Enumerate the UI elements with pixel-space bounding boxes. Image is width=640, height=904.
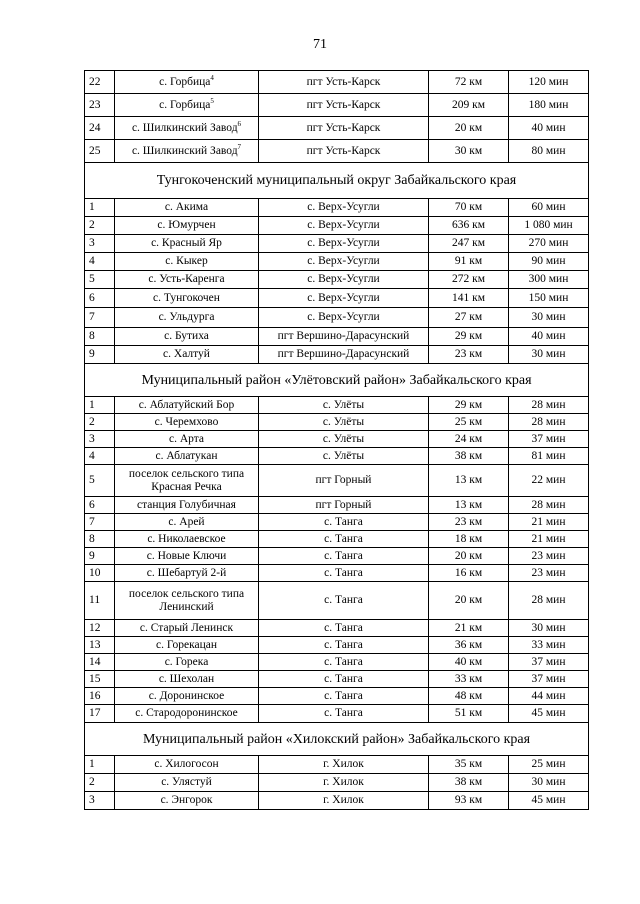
table-row <box>85 253 589 271</box>
table-row <box>85 414 589 431</box>
hub-settlement-cell: с. Танга <box>259 688 429 705</box>
table-row <box>85 71 589 94</box>
travel-time-cell: 81 мин <box>509 448 589 465</box>
hub-settlement-cell: с. Танга <box>259 620 429 637</box>
section-title: Тунгокоченский муниципальный округ Забайкальского края <box>85 163 589 199</box>
row-number-cell: 12 <box>85 620 115 637</box>
section-header-row <box>85 364 589 397</box>
row-number-cell: 2 <box>85 414 115 431</box>
row-number-cell: 5 <box>85 465 115 497</box>
settlement-cell: с. Аблатуйский Бор <box>115 397 259 414</box>
row-number-cell: 9 <box>85 346 115 364</box>
travel-time-cell: 23 мин <box>509 548 589 565</box>
settlement-cell: с. Ульдурга <box>115 308 259 328</box>
distance-cell: 20 км <box>429 117 509 140</box>
settlement-cell <box>115 94 259 117</box>
row-number-cell: 4 <box>85 448 115 465</box>
footnote-marker: 6 <box>237 119 242 128</box>
travel-time-cell: 28 мин <box>509 414 589 431</box>
row-number-cell: 25 <box>85 140 115 163</box>
hub-settlement-cell: пгт Усть-Карск <box>259 140 429 163</box>
distance-cell: 247 км <box>429 235 509 253</box>
page-number: 71 <box>313 37 327 52</box>
distance-cell: 23 км <box>429 346 509 364</box>
hub-settlement-cell: пгт Усть-Карск <box>259 94 429 117</box>
table-row <box>85 94 589 117</box>
row-number-cell: 15 <box>85 671 115 688</box>
distance-cell: 24 км <box>429 431 509 448</box>
travel-time-cell: 21 мин <box>509 514 589 531</box>
table-row <box>85 235 589 253</box>
table-row <box>85 397 589 414</box>
travel-time-cell: 28 мин <box>509 582 589 620</box>
section-title: Муниципальный район «Улётовский район» Забайкальского края <box>85 364 589 397</box>
settlement-cell: с. Энгорок <box>115 792 259 810</box>
travel-time-cell: 37 мин <box>509 431 589 448</box>
hub-settlement-cell: пгт Горный <box>259 497 429 514</box>
settlement-cell: с. Старый Ленинск <box>115 620 259 637</box>
row-number-cell: 4 <box>85 253 115 271</box>
distance-cell: 48 км <box>429 688 509 705</box>
table-row <box>85 548 589 565</box>
distance-cell: 13 км <box>429 465 509 497</box>
hub-settlement-cell: с. Улёты <box>259 431 429 448</box>
row-number-cell: 6 <box>85 289 115 308</box>
travel-time-cell: 180 мин <box>509 94 589 117</box>
hub-settlement-cell: пгт Горный <box>259 465 429 497</box>
travel-time-cell: 60 мин <box>509 199 589 217</box>
distance-cell: 23 км <box>429 514 509 531</box>
table-row <box>85 756 589 774</box>
distance-cell: 51 км <box>429 705 509 723</box>
settlement-cell: с. Юмурчен <box>115 217 259 235</box>
row-number-cell: 11 <box>85 582 115 620</box>
settlement-name: с. Шилкинский Завод <box>131 144 238 157</box>
distance-cell: 35 км <box>429 756 509 774</box>
settlement-cell: с. Стародоронинское <box>115 705 259 723</box>
travel-time-cell: 300 мин <box>509 271 589 289</box>
hub-settlement-cell: с. Танга <box>259 514 429 531</box>
hub-settlement-cell: с. Верх-Усугли <box>259 217 429 235</box>
distance-cell: 25 км <box>429 414 509 431</box>
footnote-marker: 5 <box>210 96 214 105</box>
settlement-cell: с. Акима <box>115 199 259 217</box>
row-number-cell: 17 <box>85 705 115 723</box>
distance-cell: 27 км <box>429 308 509 328</box>
hub-settlement-cell: г. Хилок <box>259 774 429 792</box>
row-number-cell: 3 <box>85 792 115 810</box>
travel-time-cell: 37 мин <box>509 654 589 671</box>
settlement-cell: с. Черемхово <box>115 414 259 431</box>
hub-settlement-cell: пгт Вершино-Дарасунский <box>259 328 429 346</box>
table-row <box>85 582 589 620</box>
hub-settlement-cell: с. Танга <box>259 637 429 654</box>
distance-cell: 29 км <box>429 328 509 346</box>
table-row <box>85 514 589 531</box>
settlement-cell <box>115 71 259 94</box>
hub-settlement-cell: г. Хилок <box>259 756 429 774</box>
travel-time-cell: 28 мин <box>509 497 589 514</box>
row-number-cell: 9 <box>85 548 115 565</box>
travel-time-cell: 45 мин <box>509 705 589 723</box>
table-row <box>85 705 589 723</box>
table-row <box>85 199 589 217</box>
hub-settlement-cell: с. Верх-Усугли <box>259 235 429 253</box>
settlement-cell: с. Горека <box>115 654 259 671</box>
travel-time-cell: 30 мин <box>509 774 589 792</box>
settlements-table <box>84 70 589 810</box>
table-row <box>85 637 589 654</box>
section-header-row <box>85 163 589 199</box>
settlement-cell: с. Хилогосон <box>115 756 259 774</box>
row-number-cell: 13 <box>85 637 115 654</box>
distance-cell: 272 км <box>429 271 509 289</box>
section-header-row <box>85 723 589 756</box>
hub-settlement-cell: с. Танга <box>259 531 429 548</box>
hub-settlement-cell: с. Верх-Усугли <box>259 308 429 328</box>
settlement-cell: с. Тунгокочен <box>115 289 259 308</box>
distance-cell: 70 км <box>429 199 509 217</box>
settlement-cell: поселок сельского типа Красная Речка <box>115 465 259 497</box>
travel-time-cell: 150 мин <box>509 289 589 308</box>
settlement-cell: с. Красный Яр <box>115 235 259 253</box>
row-number-cell: 1 <box>85 199 115 217</box>
travel-time-cell: 22 мин <box>509 465 589 497</box>
travel-time-cell: 30 мин <box>509 346 589 364</box>
settlement-cell: с. Арей <box>115 514 259 531</box>
distance-cell: 141 км <box>429 289 509 308</box>
travel-time-cell: 90 мин <box>509 253 589 271</box>
settlement-cell: поселок сельского типа Ленинский <box>115 582 259 620</box>
distance-cell: 20 км <box>429 548 509 565</box>
settlement-cell: с. Николаевское <box>115 531 259 548</box>
settlement-cell: с. Новые Ключи <box>115 548 259 565</box>
travel-time-cell: 40 мин <box>509 117 589 140</box>
row-number-cell: 6 <box>85 497 115 514</box>
settlement-name: с. Шилкинский Завод <box>131 121 238 134</box>
travel-time-cell: 1 080 мин <box>509 217 589 235</box>
distance-cell: 36 км <box>429 637 509 654</box>
hub-settlement-cell: пгт Вершино-Дарасунский <box>259 346 429 364</box>
travel-time-cell: 44 мин <box>509 688 589 705</box>
hub-settlement-cell: с. Танга <box>259 705 429 723</box>
settlement-cell: с. Шехолан <box>115 671 259 688</box>
table-row <box>85 271 589 289</box>
table-row <box>85 465 589 497</box>
hub-settlement-cell: с. Улёты <box>259 414 429 431</box>
distance-cell: 72 км <box>429 71 509 94</box>
travel-time-cell: 30 мин <box>509 620 589 637</box>
table-row <box>85 289 589 308</box>
travel-time-cell: 21 мин <box>509 531 589 548</box>
travel-time-cell: 30 мин <box>509 308 589 328</box>
settlement-cell: с. Бутиха <box>115 328 259 346</box>
hub-settlement-cell: с. Танга <box>259 582 429 620</box>
hub-settlement-cell: г. Хилок <box>259 792 429 810</box>
row-number-cell: 3 <box>85 235 115 253</box>
table-row <box>85 328 589 346</box>
table-row <box>85 565 589 582</box>
distance-cell: 29 км <box>429 397 509 414</box>
row-number-cell: 10 <box>85 565 115 582</box>
travel-time-cell: 25 мин <box>509 756 589 774</box>
settlement-cell: с. Арта <box>115 431 259 448</box>
table-row <box>85 117 589 140</box>
settlement-cell <box>115 117 259 140</box>
distance-cell: 636 км <box>429 217 509 235</box>
row-number-cell: 2 <box>85 774 115 792</box>
table-row <box>85 688 589 705</box>
distance-cell: 21 км <box>429 620 509 637</box>
settlement-cell: с. Усть-Каренга <box>115 271 259 289</box>
footnote-marker: 7 <box>237 142 242 151</box>
distance-cell: 13 км <box>429 497 509 514</box>
table-row <box>85 431 589 448</box>
row-number-cell: 24 <box>85 117 115 140</box>
hub-settlement-cell: с. Танга <box>259 654 429 671</box>
table-row <box>85 671 589 688</box>
section-title: Муниципальный район «Хилокский район» Забайкальского края <box>85 723 589 756</box>
settlement-cell: с. Халтуй <box>115 346 259 364</box>
row-number-cell: 22 <box>85 71 115 94</box>
table-row <box>85 346 589 364</box>
distance-cell: 18 км <box>429 531 509 548</box>
row-number-cell: 3 <box>85 431 115 448</box>
table-row <box>85 792 589 810</box>
table-row <box>85 140 589 163</box>
row-number-cell: 16 <box>85 688 115 705</box>
settlement-cell: с. Кыкер <box>115 253 259 271</box>
distance-cell: 38 км <box>429 774 509 792</box>
hub-settlement-cell: с. Верх-Усугли <box>259 289 429 308</box>
table-row <box>85 217 589 235</box>
travel-time-cell: 28 мин <box>509 397 589 414</box>
table-row <box>85 308 589 328</box>
table-row <box>85 531 589 548</box>
settlement-cell <box>115 140 259 163</box>
hub-settlement-cell: с. Верх-Усугли <box>259 271 429 289</box>
distance-cell: 40 км <box>429 654 509 671</box>
row-number-cell: 2 <box>85 217 115 235</box>
row-number-cell: 1 <box>85 397 115 414</box>
table-row <box>85 654 589 671</box>
hub-settlement-cell: пгт Усть-Карск <box>259 71 429 94</box>
travel-time-cell: 270 мин <box>509 235 589 253</box>
table-row <box>85 497 589 514</box>
row-number-cell: 23 <box>85 94 115 117</box>
travel-time-cell: 23 мин <box>509 565 589 582</box>
distance-cell: 209 км <box>429 94 509 117</box>
distance-cell: 30 км <box>429 140 509 163</box>
hub-settlement-cell: с. Верх-Усугли <box>259 199 429 217</box>
settlement-cell: с. Улястуй <box>115 774 259 792</box>
travel-time-cell: 120 мин <box>509 71 589 94</box>
hub-settlement-cell: с. Танга <box>259 671 429 688</box>
table-row <box>85 774 589 792</box>
distance-cell: 91 км <box>429 253 509 271</box>
footnote-marker: 4 <box>210 73 214 82</box>
table-body <box>85 71 589 810</box>
hub-settlement-cell: с. Улёты <box>259 397 429 414</box>
travel-time-cell: 80 мин <box>509 140 589 163</box>
travel-time-cell: 40 мин <box>509 328 589 346</box>
settlements-table-container <box>84 70 588 810</box>
distance-cell: 33 км <box>429 671 509 688</box>
row-number-cell: 14 <box>85 654 115 671</box>
hub-settlement-cell: с. Танга <box>259 565 429 582</box>
travel-time-cell: 33 мин <box>509 637 589 654</box>
table-row <box>85 448 589 465</box>
settlement-cell: с. Аблатукан <box>115 448 259 465</box>
distance-cell: 20 км <box>429 582 509 620</box>
distance-cell: 38 км <box>429 448 509 465</box>
settlement-name: с. Горбица <box>159 98 211 111</box>
table-row <box>85 620 589 637</box>
travel-time-cell: 45 мин <box>509 792 589 810</box>
distance-cell: 93 км <box>429 792 509 810</box>
settlement-cell: с. Горекацан <box>115 637 259 654</box>
row-number-cell: 1 <box>85 756 115 774</box>
settlement-cell: с. Доронинское <box>115 688 259 705</box>
travel-time-cell: 37 мин <box>509 671 589 688</box>
row-number-cell: 8 <box>85 328 115 346</box>
row-number-cell: 5 <box>85 271 115 289</box>
settlement-cell: с. Шебартуй 2-й <box>115 565 259 582</box>
settlement-name: с. Горбица <box>159 75 211 88</box>
row-number-cell: 7 <box>85 308 115 328</box>
distance-cell: 16 км <box>429 565 509 582</box>
hub-settlement-cell: с. Танга <box>259 548 429 565</box>
hub-settlement-cell: с. Верх-Усугли <box>259 253 429 271</box>
row-number-cell: 7 <box>85 514 115 531</box>
settlement-cell: станция Голубичная <box>115 497 259 514</box>
row-number-cell: 8 <box>85 531 115 548</box>
hub-settlement-cell: с. Улёты <box>259 448 429 465</box>
hub-settlement-cell: пгт Усть-Карск <box>259 117 429 140</box>
